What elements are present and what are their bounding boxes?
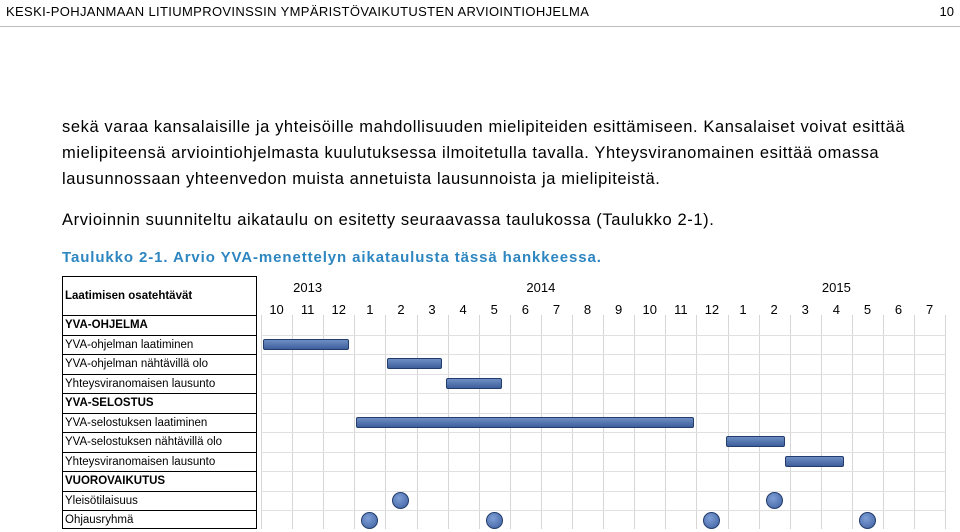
month-label: 1	[739, 302, 747, 317]
milestone-marker	[766, 492, 783, 509]
milestone-marker	[361, 512, 378, 529]
month-label: 4	[832, 302, 840, 317]
grid-row-line	[261, 335, 946, 336]
month-label: 4	[459, 302, 467, 317]
task-label: YVA-OHJELMA	[65, 319, 148, 331]
month-label: 11	[300, 302, 315, 317]
task-row	[63, 511, 256, 531]
grid-row-line	[261, 510, 946, 511]
grid-row-line	[261, 374, 946, 375]
grid-row-line	[261, 471, 946, 472]
body-paragraph-2: Arvioinnin suunniteltu aikataulu on esitetty seuraavassa taulukossa (Taulukko 2-1).	[62, 211, 715, 229]
task-row	[63, 453, 256, 473]
body-paragraph-1: sekä varaa kansalaisille ja yhteisöille mahdollisuuden mielipiteiden esittämiseen. Kansalaiset voivat esittää mielipiteensä arviointiohjelmasta kuulutuksessa ilmoitetulla tavalla. Yhteysviranomainen esittää omassa lausunnossaan yhteenvedon muista annetuista lausunnoista ja mielipiteistä.	[62, 118, 906, 188]
year-label: 2015	[821, 280, 851, 295]
task-column-header	[63, 277, 256, 316]
month-label: 2	[770, 302, 778, 317]
task-row	[63, 394, 256, 414]
grid-row-line	[261, 452, 946, 453]
month-label: 12	[331, 302, 346, 317]
milestone-marker	[392, 492, 409, 509]
grid-column-line	[945, 315, 946, 529]
table-caption: Taulukko 2-1. Arvio YVA-menettelyn aikataulusta tässä hankkeessa.	[62, 249, 602, 266]
year-label: 2014	[526, 280, 556, 295]
grid-column-line	[696, 315, 697, 529]
grid-column-line	[759, 315, 760, 529]
task-label: YVA-SELOSTUS	[65, 397, 154, 409]
page-header	[0, 0, 960, 27]
schedule-bar	[446, 378, 501, 389]
task-row	[63, 492, 256, 512]
task-row	[63, 375, 256, 395]
timeline-grid	[261, 315, 946, 529]
month-label: 1	[366, 302, 374, 317]
grid-row-line	[261, 432, 946, 433]
year-label: 2013	[293, 280, 323, 295]
task-label: YVA-selostuksen nähtävillä olo	[65, 436, 223, 448]
grid-column-line	[261, 315, 262, 529]
task-row	[63, 414, 256, 434]
task-label-column	[62, 276, 257, 529]
grid-column-line	[914, 315, 915, 529]
milestone-marker	[859, 512, 876, 529]
month-label: 3	[428, 302, 436, 317]
grid-row-line	[261, 354, 946, 355]
milestone-marker	[486, 512, 503, 529]
month-label: 7	[926, 302, 934, 317]
month-label: 6	[894, 302, 903, 317]
document-title: KESKI-POHJANMAAN LITIUMPROVINSSIN YMPÄRISTÖVAIKUTUSTEN ARVIOINTIOHJELMA	[6, 4, 590, 19]
grid-column-line	[728, 315, 729, 529]
task-label: YVA-ohjelman laatiminen	[65, 338, 194, 351]
task-label: VUOROVAIKUTUS	[65, 475, 166, 487]
task-label: YVA-selostuksen laatiminen	[65, 416, 208, 429]
grid-column-line	[883, 315, 884, 529]
task-column-header-label: Laatimisen osatehtävät	[65, 290, 193, 302]
task-row	[63, 433, 256, 453]
month-label: 10	[642, 302, 657, 317]
month-label: 2	[397, 302, 405, 317]
task-label: YVA-ohjelman nähtävillä olo	[65, 358, 208, 370]
schedule-bar	[356, 417, 694, 428]
grid-column-line	[790, 315, 791, 529]
grid-column-line	[821, 315, 822, 529]
grid-row-line	[261, 491, 946, 492]
task-label: Yhteysviranomaisen lausunto	[65, 455, 216, 468]
month-label: 3	[801, 302, 809, 317]
month-label: 5	[490, 302, 498, 317]
milestone-marker	[703, 512, 720, 529]
grid-row-line	[261, 393, 946, 394]
grid-row-line	[261, 413, 946, 414]
task-label: Ohjausryhmä	[65, 514, 134, 526]
task-row	[63, 336, 256, 356]
schedule-bar	[726, 436, 784, 447]
task-row	[63, 472, 256, 492]
month-label: 12	[704, 302, 720, 317]
task-label: Yhteysviranomaisen lausunto	[65, 377, 216, 390]
page-number: 10	[939, 4, 954, 19]
grid-column-line	[354, 315, 355, 529]
grid-column-line	[852, 315, 853, 529]
month-label: 10	[269, 302, 284, 317]
month-label: 5	[863, 302, 872, 317]
schedule-bar	[263, 339, 349, 350]
schedule-bar	[785, 456, 843, 467]
month-label: 9	[615, 302, 623, 317]
task-row	[63, 316, 256, 336]
task-row	[63, 355, 256, 375]
month-label: 7	[552, 302, 561, 317]
month-label: 11	[674, 302, 688, 317]
month-label: 6	[521, 302, 529, 317]
schedule-bar	[387, 358, 442, 369]
task-label: Yleisötilaisuus	[65, 494, 138, 507]
month-label: 8	[583, 302, 592, 317]
